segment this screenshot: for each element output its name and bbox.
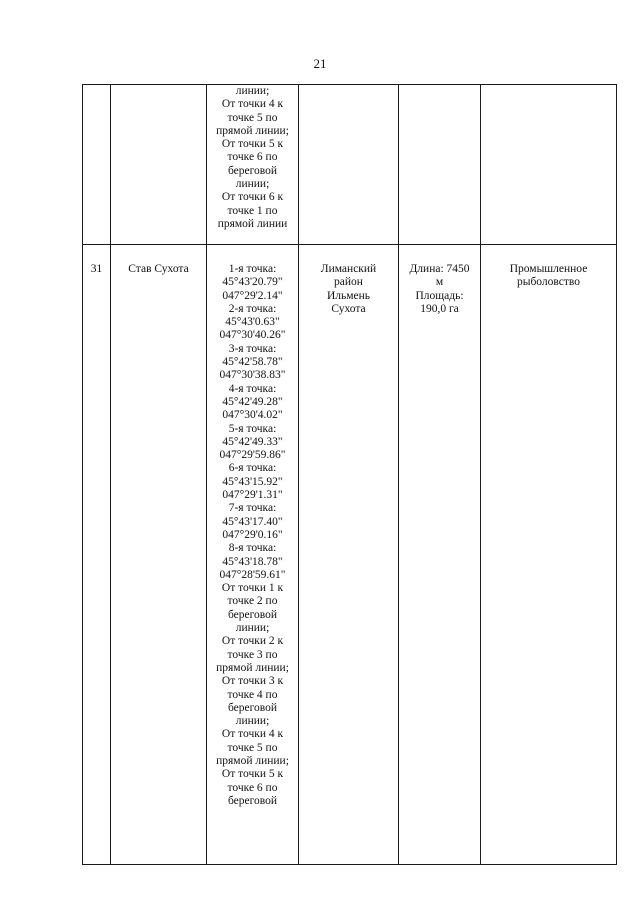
coordinate-line: 047°28'59.61" bbox=[219, 568, 286, 581]
coordinate-line: 047°29'59.86" bbox=[219, 449, 286, 462]
boundary-line: точке 1 по bbox=[227, 204, 278, 217]
cell-size bbox=[399, 245, 481, 865]
use-line: Промышленное bbox=[509, 263, 588, 275]
coordinate-line: точке 4 по bbox=[227, 688, 278, 701]
cell-size-prev bbox=[399, 85, 481, 245]
boundary-line: береговой bbox=[227, 164, 278, 177]
boundary-line: От точки 4 к bbox=[221, 98, 284, 111]
cell-use-prev bbox=[481, 85, 617, 245]
cell-district-prev bbox=[299, 85, 399, 245]
coordinate-line: 2-я точка: bbox=[228, 302, 277, 315]
coordinate-line: 047°30'40.26" bbox=[219, 329, 286, 342]
district-line: Сухота bbox=[331, 302, 366, 315]
coordinate-line: От точки 4 к bbox=[221, 728, 284, 741]
boundary-line: линии; bbox=[235, 178, 270, 191]
coordinate-line: 1-я точка: bbox=[228, 263, 277, 275]
size-line: Длина: 7450 bbox=[409, 263, 470, 275]
coordinate-line: 5-я точка: bbox=[228, 422, 277, 435]
coordinate-line: прямой линии; bbox=[216, 754, 289, 767]
boundary-line: линии; bbox=[235, 85, 270, 97]
district-line: район bbox=[334, 276, 363, 289]
coordinate-line: точке 2 по bbox=[227, 595, 278, 608]
cell-use bbox=[481, 245, 617, 865]
table-row-31 bbox=[83, 245, 617, 865]
coordinate-line: 047°30'38.83" bbox=[219, 369, 286, 382]
page-number: 21 bbox=[313, 56, 327, 71]
waterbody-table bbox=[82, 84, 617, 865]
coordinate-line: От точки 1 к bbox=[221, 582, 284, 595]
coordinate-line: точке 6 по bbox=[227, 781, 278, 794]
use-line: рыболовство bbox=[516, 276, 580, 289]
district-line: Лиманский bbox=[320, 263, 377, 275]
table-row-continued bbox=[83, 85, 617, 245]
coordinate-line: точке 5 по bbox=[227, 741, 278, 754]
cell-coordinates bbox=[207, 245, 299, 865]
coordinate-line: 45°42'58.78" bbox=[222, 356, 283, 369]
coordinate-line: 3-я точка: bbox=[228, 342, 277, 355]
coordinate-line: 45°43'17.40" bbox=[222, 515, 283, 528]
size-line: Площадь: bbox=[415, 289, 464, 302]
coordinate-line: береговой bbox=[227, 608, 278, 621]
boundary-line: От точки 6 к bbox=[221, 191, 284, 204]
coordinate-line: точке 3 по bbox=[227, 648, 278, 661]
coordinate-line: 7-я точка: bbox=[228, 502, 277, 515]
coordinate-line: 047°29'2.14" bbox=[222, 289, 283, 302]
boundary-line: прямой линии; bbox=[216, 124, 289, 137]
coordinate-line: 047°29'1.31" bbox=[222, 489, 283, 502]
row-number: 31 bbox=[90, 263, 103, 275]
coordinate-line: 45°42'49.33" bbox=[222, 435, 283, 448]
cell-name bbox=[111, 245, 207, 865]
size-line: м bbox=[435, 276, 444, 289]
boundary-line: точке 5 по bbox=[227, 111, 278, 124]
cell-number-prev bbox=[83, 85, 111, 245]
coordinate-line: 8-я точка: bbox=[228, 542, 277, 555]
boundary-line: От точки 5 к bbox=[221, 138, 284, 151]
coordinate-line: линии; bbox=[235, 622, 270, 635]
district-line: Ильмень bbox=[326, 289, 371, 302]
size-line: 190,0 га bbox=[420, 302, 459, 315]
coordinate-line: От точки 5 к bbox=[221, 768, 284, 781]
cell-boundary-prev bbox=[207, 85, 299, 245]
coordinate-line: 45°43'15.92" bbox=[222, 475, 283, 488]
cell-number bbox=[83, 245, 111, 865]
coordinate-line: От точки 2 к bbox=[221, 635, 284, 648]
boundary-line: точке 6 по bbox=[227, 151, 278, 164]
coordinate-line: 047°30'4.02" bbox=[222, 409, 283, 422]
boundary-line: прямой линии bbox=[217, 217, 288, 230]
coordinate-line: 45°42'49.28" bbox=[222, 395, 283, 408]
coordinate-line: 4-я точка: bbox=[228, 382, 277, 395]
cell-district bbox=[299, 245, 399, 865]
coordinate-line: 45°43'20.79" bbox=[222, 276, 283, 289]
coordinate-line: 6-я точка: bbox=[228, 462, 277, 475]
coordinate-line: береговой bbox=[227, 794, 278, 807]
waterbody-name: Став Сухота bbox=[128, 263, 189, 275]
coordinate-line: береговой bbox=[227, 701, 278, 714]
coordinate-line: От точки 3 к bbox=[221, 675, 284, 688]
cell-name-prev bbox=[111, 85, 207, 245]
coordinate-line: 45°43'0.63" bbox=[225, 316, 280, 329]
coordinate-line: 047°29'0.16" bbox=[222, 528, 283, 541]
coordinate-line: прямой линии; bbox=[216, 661, 289, 674]
coordinate-line: линии; bbox=[235, 715, 270, 728]
coordinate-line: 45°43'18.78" bbox=[222, 555, 283, 568]
